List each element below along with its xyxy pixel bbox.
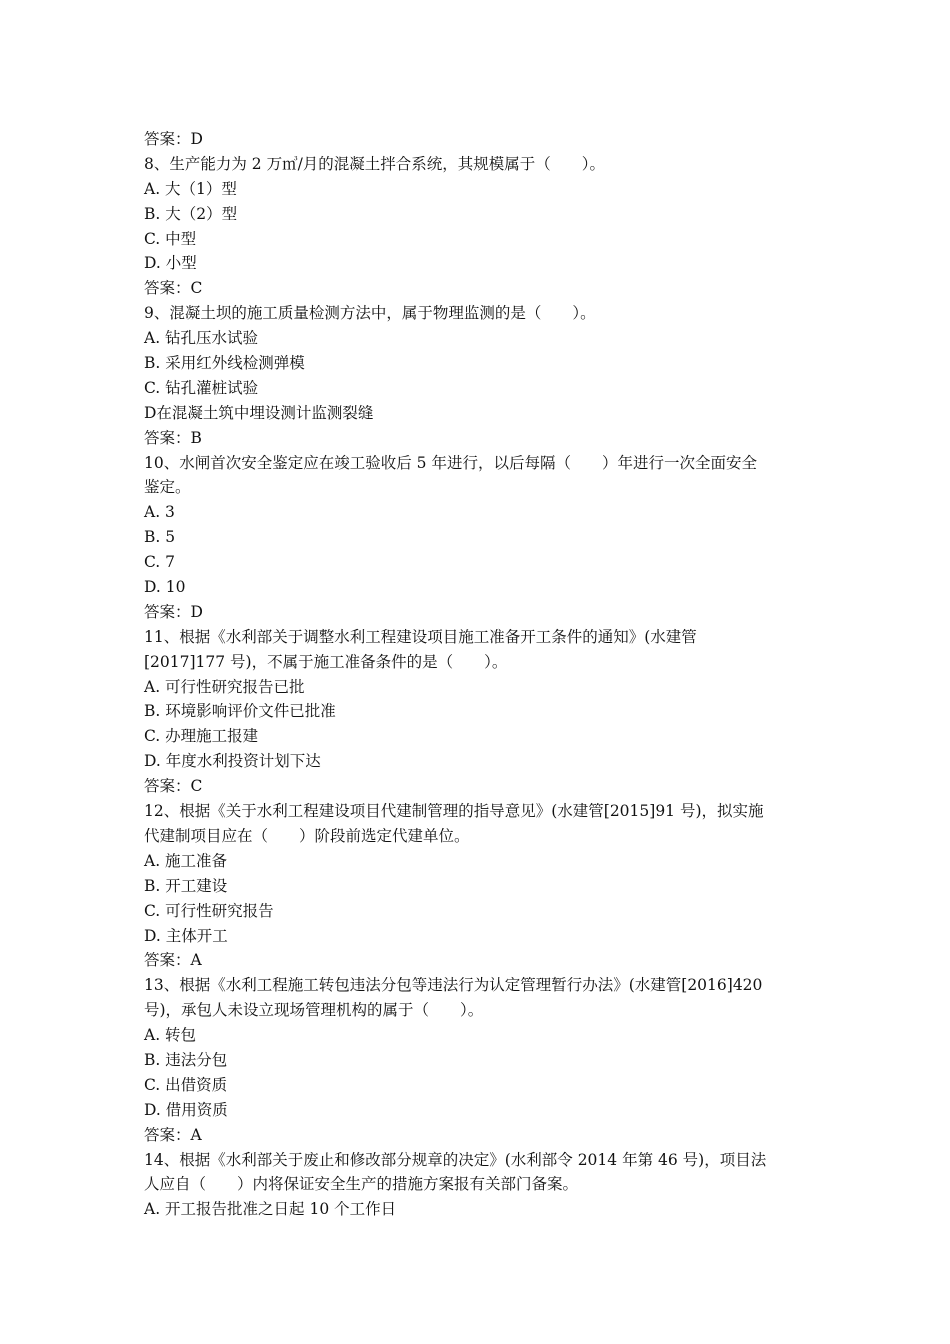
option-line: B. 环境影响评价文件已批准 — [144, 702, 336, 721]
question-14: 14、根据《水利部关于废止和修改部分规章的决定》(水利部令 2014 年第 46 号)，项目法 — [144, 1150, 767, 1169]
question-10-cont: 鉴定。 — [144, 478, 191, 497]
answer-line: 答案：C — [144, 777, 203, 796]
option-line: A. 转包 — [144, 1026, 197, 1045]
option-line: C. 钻孔灌桩试验 — [144, 378, 259, 397]
option-line: B. 违法分包 — [144, 1050, 228, 1069]
option-line: C. 可行性研究报告 — [144, 901, 274, 920]
option-line: B. 采用红外线检测弹模 — [144, 354, 305, 373]
option-line: D在混凝土筑中埋设测计监测裂缝 — [144, 403, 374, 422]
option-line: D. 小型 — [144, 254, 197, 273]
option-line: D. 主体开工 — [144, 926, 228, 945]
option-line: A. 开工报告批准之日起 10 个工作日 — [144, 1200, 397, 1219]
answer-line: 答案：B — [144, 428, 202, 447]
option-line: C. 办理施工报建 — [144, 727, 259, 746]
option-line: B. 5 — [144, 528, 176, 547]
answer-line: 答案：D — [144, 130, 203, 148]
answer-line: 答案：A — [144, 1125, 202, 1144]
answer-line: 答案：D — [144, 602, 203, 621]
question-text-block — [144, 127, 814, 1222]
option-line: D. 10 — [144, 578, 186, 597]
answer-line: 答案：A — [144, 951, 202, 970]
option-line: C. 中型 — [144, 229, 197, 248]
option-line: B. 大（2）型 — [144, 204, 238, 223]
question-11-cont: [2017]177 号)，不属于施工准备条件的是（ ）。 — [144, 652, 508, 671]
option-line: A. 3 — [144, 503, 175, 522]
option-line: C. 出借资质 — [144, 1075, 228, 1094]
option-line: C. 7 — [144, 553, 176, 572]
question-13: 13、根据《水利工程施工转包违法分包等违法行为认定管理暂行办法》(水建管[2016]420 — [144, 976, 763, 995]
option-line: A. 施工准备 — [144, 851, 228, 870]
question-11: 11、根据《水利部关于调整水利工程建设项目施工准备开工条件的通知》(水建管 — [144, 627, 697, 646]
option-line: A. 可行性研究报告已批 — [144, 677, 305, 696]
option-line: D. 年度水利投资计划下达 — [144, 752, 321, 771]
question-12: 12、根据《关于水利工程建设项目代建制管理的指导意见》(水建管[2015]91 号)，拟实施 — [144, 802, 764, 821]
question-8: 8、生产能力为 2 万㎥/月的混凝土拌合系统，其规模属于（ ）。 — [144, 154, 606, 173]
option-line: D. 借用资质 — [144, 1100, 228, 1119]
answer-line: 答案：C — [144, 279, 203, 298]
question-9: 9、混凝土坝的施工质量检测方法中，属于物理监测的是（ ）。 — [144, 304, 596, 323]
option-line: B. 开工建设 — [144, 876, 228, 895]
question-10: 10、水闸首次安全鉴定应在竣工验收后 5 年进行，以后每隔（ ）年进行一次全面安全 — [144, 453, 757, 472]
question-14-cont: 人应自（ ）内将保证安全生产的措施方案报有关部门备案。 — [144, 1175, 579, 1194]
option-line: A. 大（1）型 — [144, 179, 237, 198]
question-13-cont: 号)，承包人未设立现场管理机构的属于（ ）。 — [144, 1001, 484, 1020]
question-12-cont: 代建制项目应在（ ）阶段前选定代建单位。 — [144, 826, 470, 845]
option-line: A. 钻孔压水试验 — [144, 329, 259, 348]
